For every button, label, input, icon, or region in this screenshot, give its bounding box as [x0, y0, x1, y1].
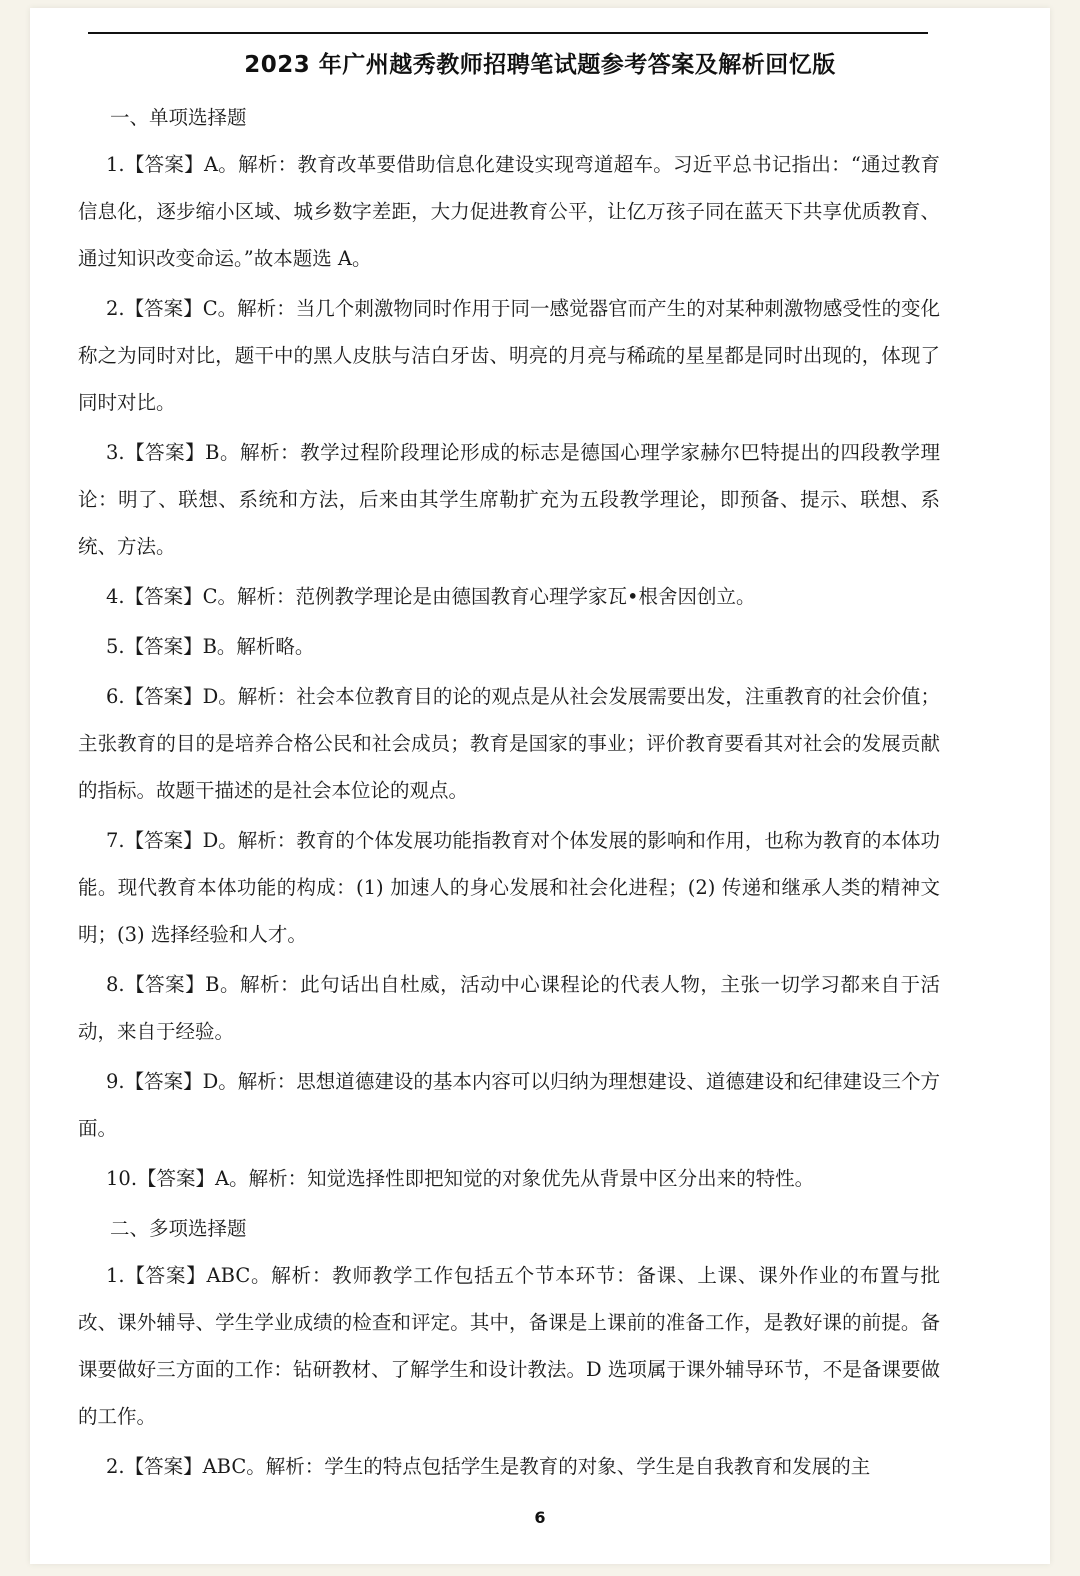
answer-item: 2.【答案】ABC。解析：学生的特点包括学生是教育的对象、学生是自我教育和发展的主	[106, 1455, 871, 1478]
answer-item: 2.【答案】C。解析：当几个刺激物同时作用于同一感觉器官而产生的对某种刺激物感受性的变化称之为同时对比，题干中的黑人皮肤与洁白牙齿、明亮的月亮与稀疏的星星都是同时出现的，体现了同时对比。	[78, 297, 940, 414]
answer-item: 9.【答案】D。解析：思想道德建设的基本内容可以归纳为理想建设、道德建设和纪律建设三个方面。	[78, 1070, 940, 1140]
answer-item: 8.【答案】B。解析：此句话出自杜威，活动中心课程论的代表人物，主张一切学习都来自于活动，来自于经验。	[78, 973, 940, 1043]
answer-item: 3.【答案】B。解析：教学过程阶段理论形成的标志是德国心理学家赫尔巴特提出的四段教学理论：明了、联想、系统和方法，后来由其学生席勒扩充为五段教学理论，即预备、提示、联想、系统、方法。	[78, 441, 940, 558]
section-heading-single-choice: 一、单项选择题	[110, 106, 247, 129]
answer-item: 1.【答案】ABC。解析：教师教学工作包括五个节本环节：备课、上课、课外作业的布置与批改、课外辅导、学生学业成绩的检查和评定。其中，备课是上课前的准备工作，是教好课的前提。备课要做好三方面的工作：钻研教材、了解学生和设计教法。D 选项属于课外辅导环节，不是备课要做的工作。	[78, 1264, 940, 1428]
answer-item: 4.【答案】C。解析：范例教学理论是由德国教育心理学家瓦•根舍因创立。	[106, 585, 756, 608]
answer-item: 10.【答案】A。解析：知觉选择性即把知觉的对象优先从背景中区分出来的特性。	[106, 1167, 815, 1190]
answer-item: 5.【答案】B。解析略。	[106, 635, 315, 658]
header-rule	[88, 32, 928, 34]
document-page	[30, 8, 1050, 1564]
document-title: 2023 年广州越秀教师招聘笔试题参考答案及解析回忆版	[244, 52, 836, 78]
page-number: 6	[534, 1508, 546, 1527]
answer-item: 7.【答案】D。解析：教育的个体发展功能指教育对个体发展的影响和作用，也称为教育的本体功能。现代教育本体功能的构成：(1) 加速人的身心发展和社会化进程；(2) 传递和继承人类的精神文明；(3) 选择经验和人才。	[78, 829, 940, 946]
document-body	[78, 94, 940, 1493]
answer-item: 6.【答案】D。解析：社会本位教育目的论的观点是从社会发展需要出发，注重教育的社会价值；主张教育的目的是培养合格公民和社会成员；教育是国家的事业；评价教育要看其对社会的发展贡献的指标。故题干描述的是社会本位论的观点。	[78, 685, 940, 802]
section-heading-multiple-choice: 二、多项选择题	[110, 1217, 247, 1240]
answer-item: 1.【答案】A。解析：教育改革要借助信息化建设实现弯道超车。习近平总书记指出：“通过教育信息化，逐步缩小区域、城乡数字差距，大力促进教育公平，让亿万孩子同在蓝天下共享优质教育、通过知识改变命运。”故本题选 A。	[78, 153, 940, 270]
